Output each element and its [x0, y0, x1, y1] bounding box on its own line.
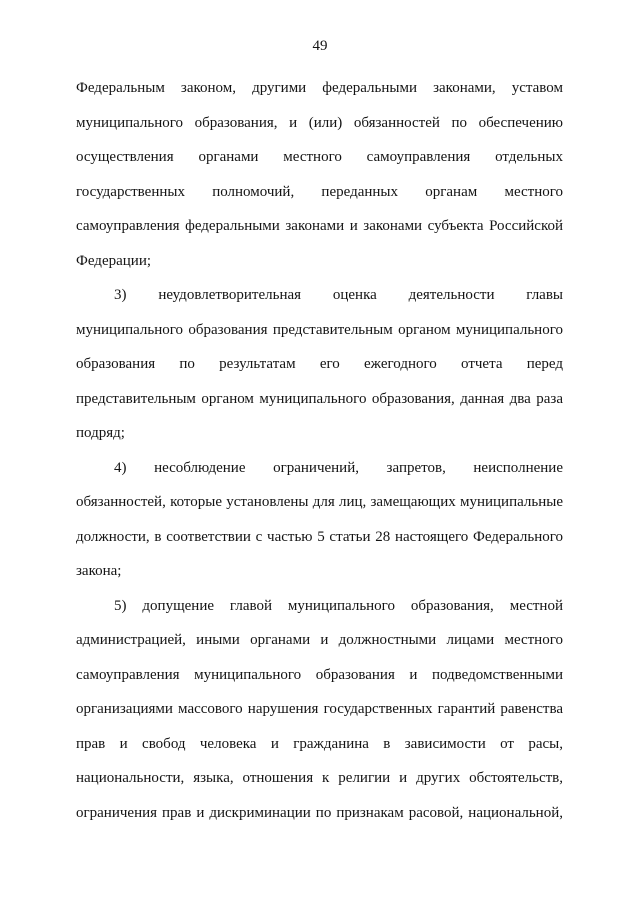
text-line: муниципального образования, и (или) обязанностей по обеспечению [76, 114, 563, 131]
text-line: организациями массового нарушения государственных гарантий равенства [76, 701, 563, 717]
text-line: 3) неудовлетворительная оценка деятельности главы [114, 287, 563, 303]
text-line: прав и свобод человека и гражданина в зависимости от расы, [76, 735, 563, 752]
page-number: 49 [312, 38, 328, 54]
text-line: самоуправления муниципального образования и подведомственными [76, 666, 563, 683]
text-line: муниципального образования представительным органом муниципального [76, 321, 563, 338]
document-body [76, 71, 563, 830]
text-line: закона; [76, 563, 122, 579]
text-line: ограничения прав и дискриминации по признакам расовой, национальной, [76, 804, 563, 821]
text-line: Федеральным законом, другими федеральными законами, уставом [76, 80, 563, 96]
text-line: 4) несоблюдение ограничений, запретов, неисполнение [114, 459, 563, 476]
text-line: государственных полномочий, переданных органам местного [76, 183, 563, 200]
text-line: обязанностей, которые установлены для лиц, замещающих муниципальные [76, 494, 563, 510]
text-line: осуществления органами местного самоуправления отдельных [76, 149, 563, 165]
text-line: Федерации; [76, 252, 152, 269]
text-line: подряд; [76, 425, 125, 441]
text-line: представительным органом муниципального образования, данная два раза [76, 390, 563, 407]
text-line: 5) допущение главой муниципального образования, местной [114, 597, 563, 614]
text-line: администрацией, иными органами и должностными лицами местного [76, 632, 563, 648]
text-line: образования по результатам его ежегодного отчета перед [76, 356, 563, 372]
text-line: национальности, языка, отношения к религии и других обстоятельств, [76, 770, 563, 786]
text-line: самоуправления федеральными законами и законами субъекта Российской [76, 218, 563, 234]
text-line: должности, в соответствии с частью 5 статьи 28 настоящего Федерального [76, 528, 563, 545]
